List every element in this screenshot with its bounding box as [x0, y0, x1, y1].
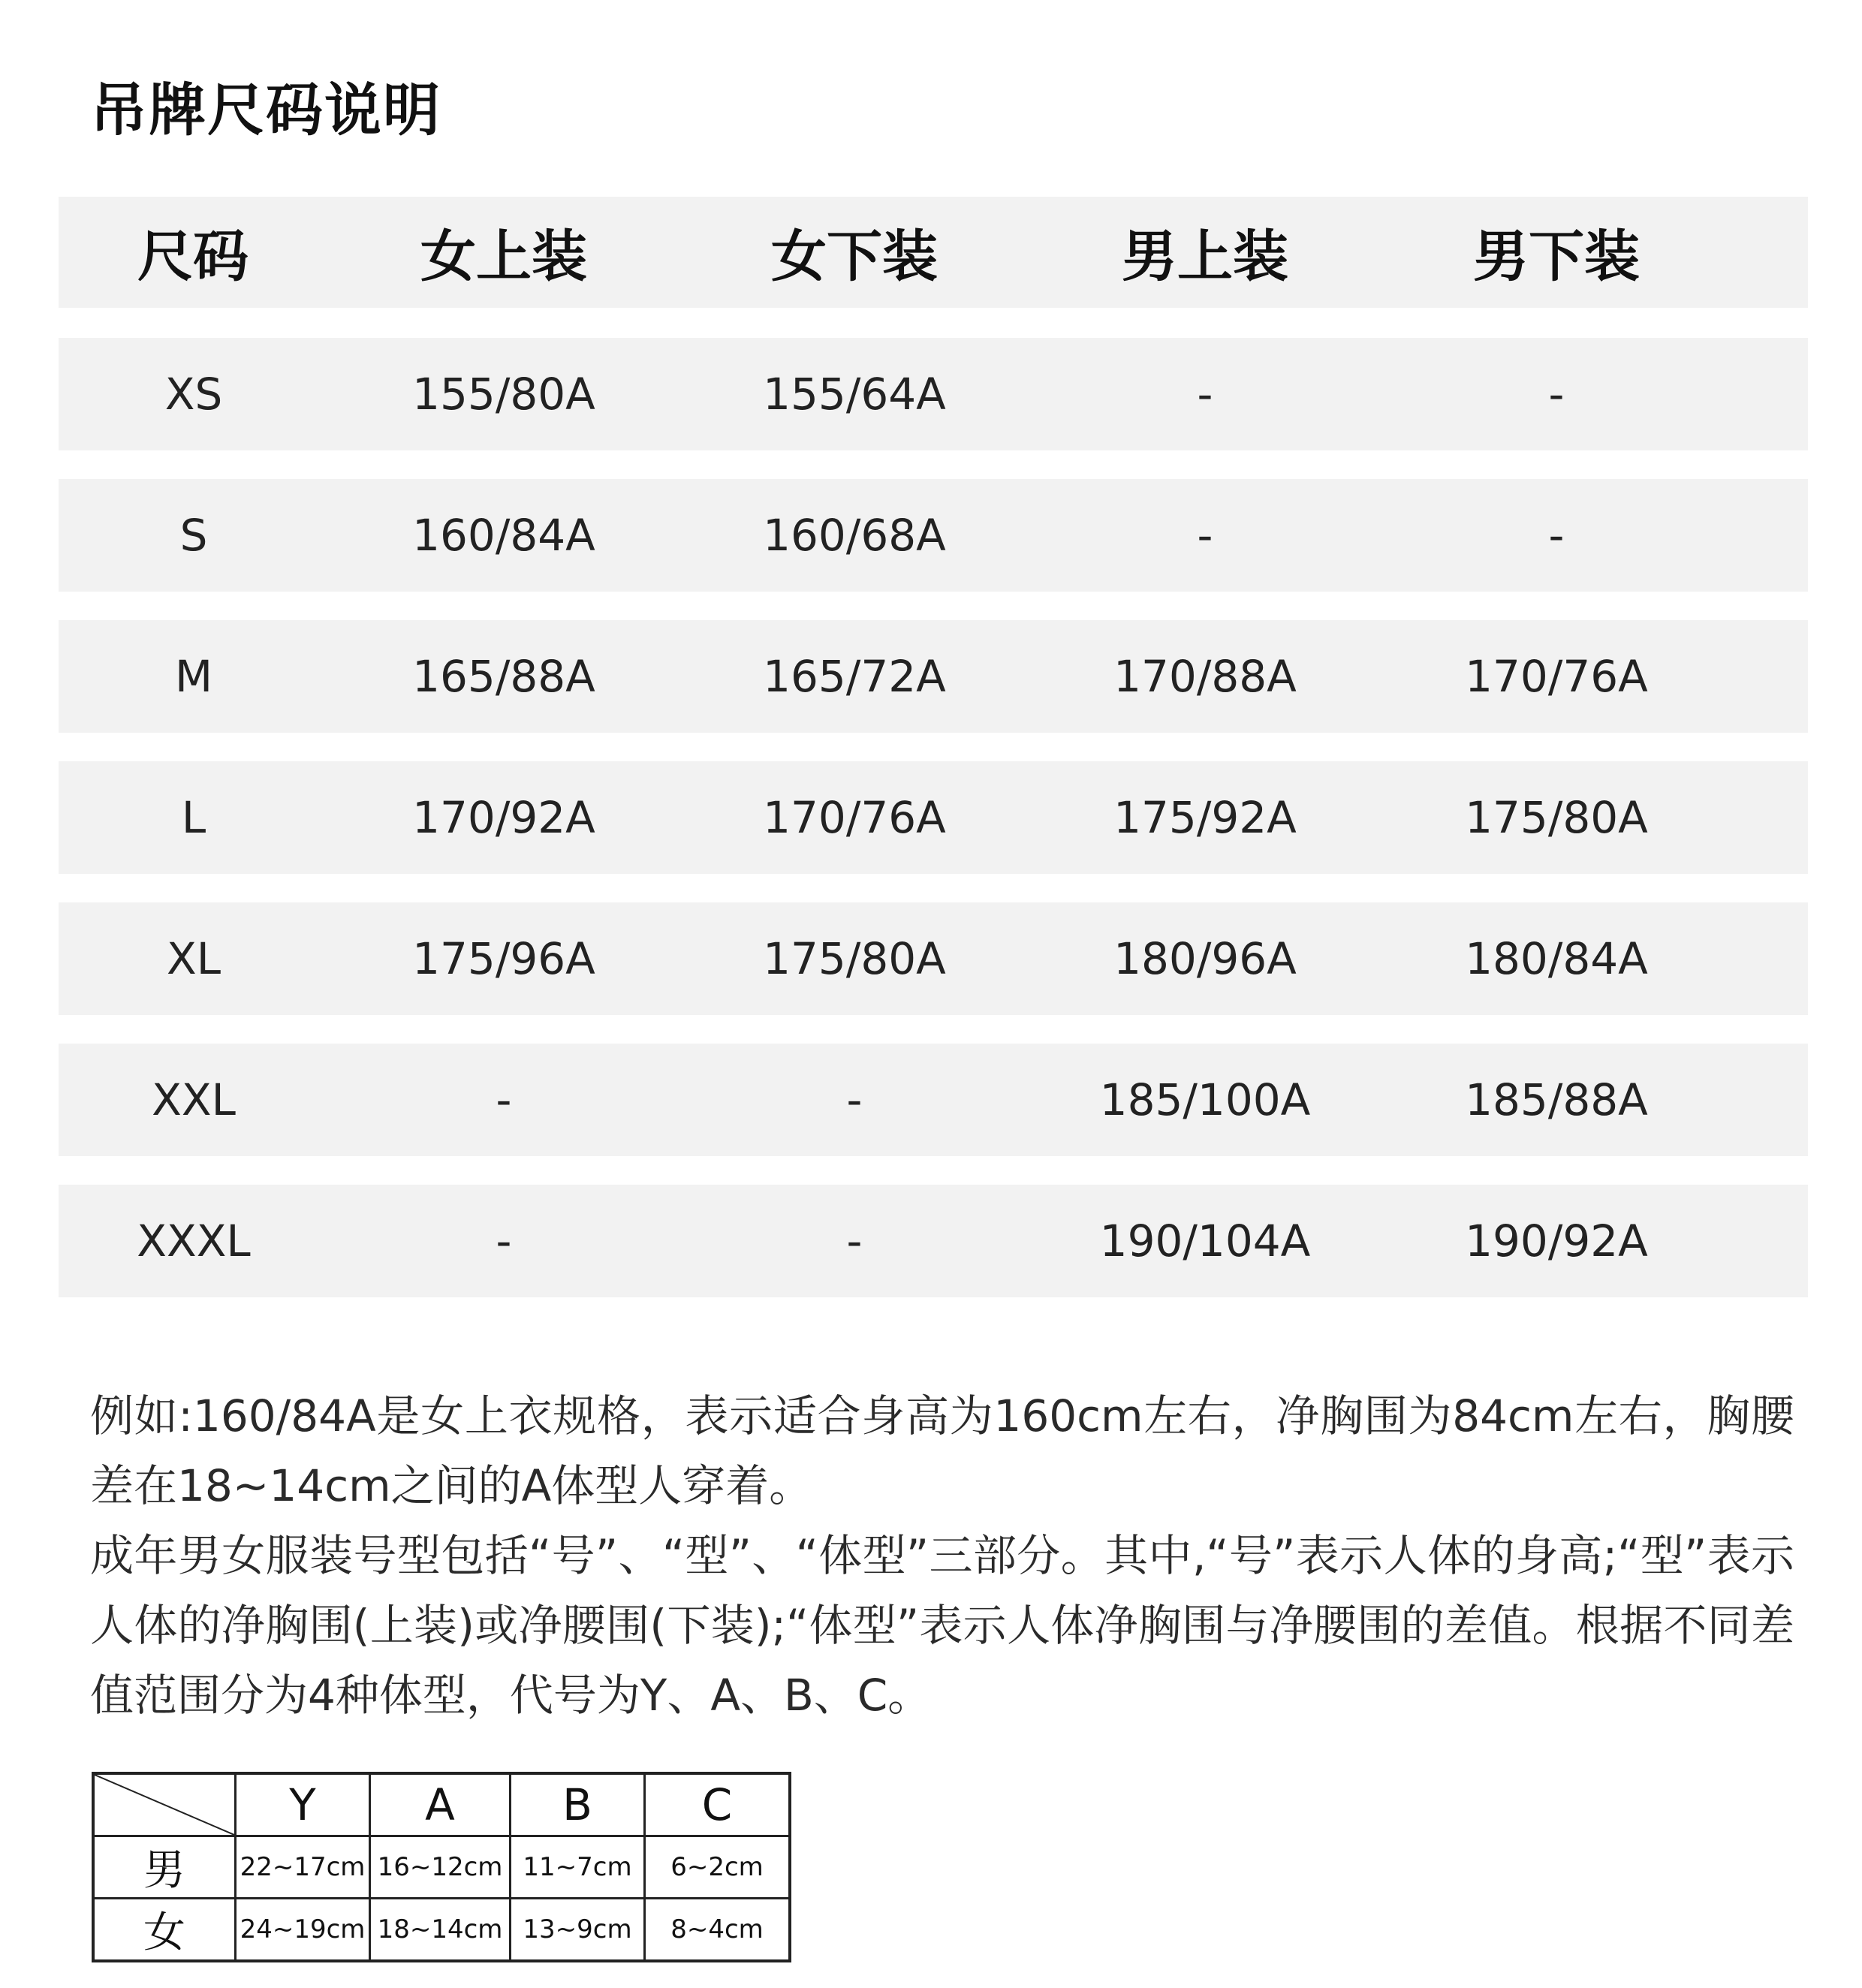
men-bottom-cell: 185/88A: [1465, 1074, 1648, 1125]
header-size: 尺码: [137, 224, 249, 289]
size-cell: M: [174, 651, 213, 702]
diagonal-corner-cell: [93, 1773, 236, 1836]
range-cell: 18~14cm: [370, 1899, 511, 1962]
men-top-cell: -: [1197, 369, 1213, 420]
men-top-cell: 175/92A: [1113, 792, 1297, 843]
header-women-top: 女上装: [420, 224, 587, 289]
type-header-c: C: [645, 1773, 791, 1836]
women-top-cell: 155/80A: [412, 369, 595, 420]
men-top-cell: -: [1197, 510, 1213, 561]
men-top-cell: 170/88A: [1113, 651, 1297, 702]
size-cell: L: [181, 792, 206, 843]
table-row: [59, 1185, 1808, 1297]
range-cell: 16~12cm: [370, 1836, 511, 1899]
women-bottom-cell: -: [846, 1074, 863, 1125]
header-women-bottom: 女下装: [771, 224, 938, 289]
range-cell: 22~17cm: [236, 1836, 370, 1899]
body-type-table: [92, 1772, 791, 1962]
type-header-b: B: [511, 1773, 645, 1836]
size-notes: [90, 1381, 1794, 1730]
size-cell: S: [179, 510, 208, 561]
page-title: 吊牌尺码说明: [90, 77, 441, 143]
women-bottom-cell: 160/68A: [763, 510, 946, 561]
women-top-cell: 165/88A: [412, 651, 595, 702]
range-cell: 8~4cm: [645, 1899, 791, 1962]
women-bottom-cell: -: [846, 1215, 863, 1267]
women-bottom-cell: 165/72A: [763, 651, 946, 702]
table-row: [59, 620, 1808, 733]
table-row: [59, 338, 1808, 450]
men-bottom-cell: 180/84A: [1465, 933, 1648, 984]
women-top-cell: -: [496, 1074, 512, 1125]
table-row: [93, 1836, 790, 1899]
men-bottom-cell: -: [1548, 510, 1565, 561]
women-bottom-cell: 170/76A: [763, 792, 946, 843]
type-header-y: Y: [236, 1773, 370, 1836]
women-top-cell: 175/96A: [412, 933, 595, 984]
men-top-cell: 180/96A: [1113, 933, 1297, 984]
size-cell: XXXL: [137, 1215, 251, 1267]
gender-cell: 男: [93, 1836, 236, 1899]
men-top-cell: 185/100A: [1099, 1074, 1311, 1125]
size-cell: XS: [164, 369, 223, 420]
men-top-cell: 190/104A: [1099, 1215, 1311, 1267]
range-cell: 24~19cm: [236, 1899, 370, 1962]
women-top-cell: -: [496, 1215, 512, 1267]
women-top-cell: 160/84A: [412, 510, 595, 561]
women-top-cell: 170/92A: [412, 792, 595, 843]
range-cell: 6~2cm: [645, 1836, 791, 1899]
men-bottom-cell: 190/92A: [1465, 1215, 1648, 1267]
men-bottom-cell: 170/76A: [1465, 651, 1648, 702]
size-table-header: [59, 197, 1808, 308]
range-cell: 13~9cm: [511, 1899, 645, 1962]
type-header-a: A: [370, 1773, 511, 1836]
size-cell: XL: [166, 933, 221, 984]
table-row: [93, 1899, 790, 1962]
table-row: [59, 479, 1808, 592]
table-row: [59, 761, 1808, 874]
size-cell: XXL: [152, 1074, 236, 1125]
body-type-header-row: [93, 1773, 790, 1836]
header-men-top: 男上装: [1122, 224, 1288, 289]
women-bottom-cell: 175/80A: [763, 933, 946, 984]
men-bottom-cell: -: [1548, 369, 1565, 420]
header-men-bottom: 男下装: [1473, 224, 1640, 289]
gender-cell: 女: [93, 1899, 236, 1962]
example-note: 例如:160/84A是女上衣规格，表示适合身高为160cm左右，净胸围为84cm左右，胸腰差在18~14cm之间的A体型人穿着。: [90, 1390, 1794, 1511]
men-bottom-cell: 175/80A: [1465, 792, 1648, 843]
body-type-note: 成年男女服装号型包括“号”、“型”、“体型”三部分。其中,“号”表示人体的身高;“型”表示人体的净胸围(上装)或净腰围(下装);“体型”表示人体净胸围与净腰围的差值。根据不同差值范围分为4种体型，代号为Y、A、B、C。: [90, 1530, 1794, 1721]
range-cell: 11~7cm: [511, 1836, 645, 1899]
table-row: [59, 902, 1808, 1015]
table-row: [59, 1044, 1808, 1156]
women-bottom-cell: 155/64A: [763, 369, 946, 420]
diagonal-line-icon: [95, 1775, 234, 1835]
